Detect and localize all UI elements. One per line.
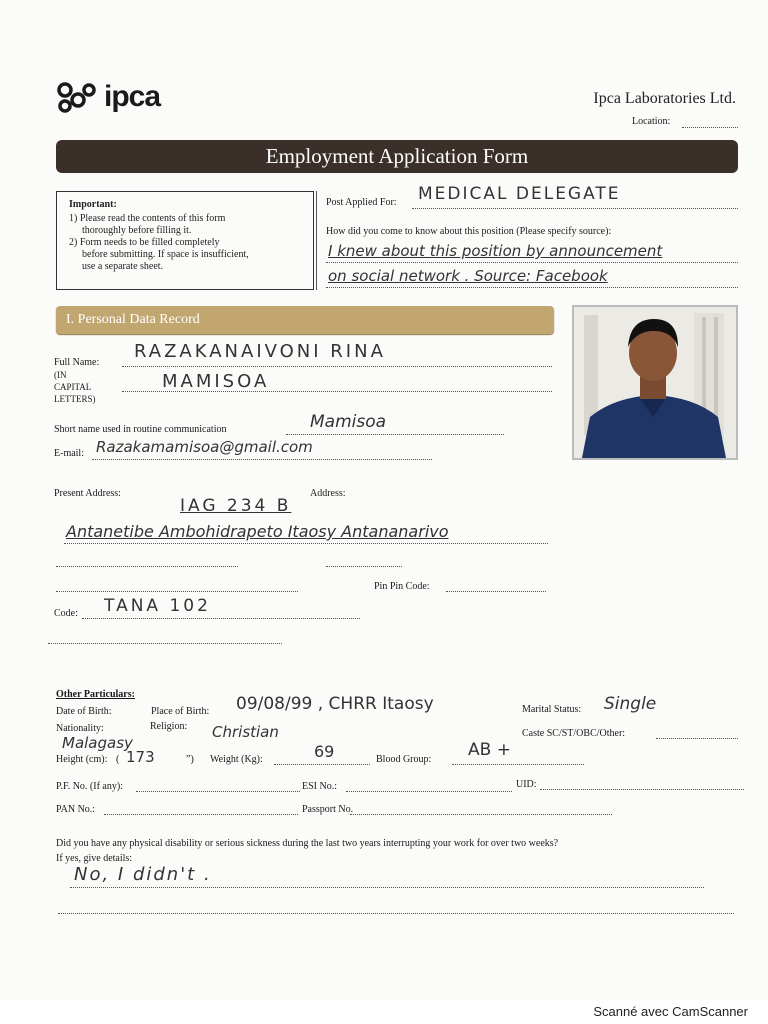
short-name-field[interactable]: [286, 434, 504, 435]
if-yes-label: If yes, give details:: [56, 853, 133, 864]
full-name-value-line1: RAZAKANAIVONI RINA: [134, 341, 386, 362]
caps-note: CAPITAL: [54, 382, 92, 392]
ipca-logo: [56, 80, 160, 114]
religion-value: Christian: [212, 723, 279, 741]
full-name-label: Full Name:: [54, 357, 100, 368]
important-notice: [56, 191, 314, 290]
uid-field[interactable]: [540, 789, 744, 790]
marital-status-label: Marital Status:: [522, 704, 582, 715]
weight-label: Weight (Kg):: [210, 754, 263, 765]
address-value-line1: IAG 234 B: [180, 496, 292, 516]
height-paren-close: ”): [186, 754, 194, 765]
pf-field[interactable]: [136, 791, 300, 792]
short-name-label: Short name used in routine communication: [54, 424, 227, 435]
location-field[interactable]: [682, 127, 738, 128]
important-line: before submitting. If space is insufficient,: [82, 249, 249, 260]
email-value: Razakamamisoa@gmail.com: [96, 438, 313, 456]
caps-note: LETTERS): [54, 394, 96, 404]
important-heading: Important:: [69, 199, 117, 210]
blood-group-label: Blood Group:: [376, 754, 432, 765]
esi-label: ESI No.:: [302, 781, 337, 792]
pan-label: PAN No.:: [56, 804, 96, 815]
disability-question: Did you have any physical disability or serious sickness during the last two years interrupting your work for over two weeks?: [56, 838, 559, 849]
source-value-line1: I knew about this position by announcement: [328, 242, 663, 260]
source-label: How did you come to know about this position (Please specify source):: [326, 226, 612, 237]
nationality-label: Nationality:: [56, 723, 104, 734]
disability-details-line2[interactable]: [58, 913, 734, 914]
important-line: 1) Please read the contents of this form: [69, 213, 226, 224]
post-applied-value: MEDICAL DELEGATE: [418, 184, 621, 204]
address-label: Address:: [310, 488, 346, 499]
address-field-line4[interactable]: [56, 591, 298, 592]
code-value: TANA 102: [104, 596, 211, 616]
important-line: 2) Form needs to be filled completely: [69, 237, 220, 248]
applicant-photo: [572, 305, 738, 460]
full-name-value-line2: MAMISOA: [162, 371, 270, 392]
pob-label: Place of Birth:: [151, 706, 210, 717]
divider: [316, 191, 317, 290]
source-field-line2[interactable]: [326, 287, 738, 288]
code-field[interactable]: [82, 618, 360, 619]
post-applied-field[interactable]: [412, 208, 738, 209]
short-name-value: Mamisoa: [310, 412, 387, 432]
passport-field[interactable]: [350, 814, 612, 815]
pin-code-label: Pin Pin Code:: [374, 581, 430, 592]
weight-field[interactable]: [274, 764, 370, 765]
full-name-field-line1[interactable]: [122, 366, 552, 367]
address-field-line2[interactable]: [56, 566, 238, 567]
caps-note: (IN: [54, 370, 67, 380]
dob-label: Date of Birth:: [56, 706, 112, 717]
disability-details-line1[interactable]: [70, 887, 704, 888]
pan-field[interactable]: [104, 814, 298, 815]
height-label: Height (cm):: [56, 754, 108, 765]
disability-answer: No, I didn't .: [74, 864, 212, 885]
esi-field[interactable]: [346, 791, 512, 792]
company-name: Ipca Laboratories Ltd.: [593, 90, 736, 107]
caste-field[interactable]: [656, 738, 738, 739]
uid-label: UID:: [516, 779, 537, 790]
pin-code-field[interactable]: [446, 591, 546, 592]
pf-label: P.F. No. (If any):: [56, 781, 123, 792]
height-value: 173: [126, 748, 155, 766]
personal-data-section-header: I. Personal Data Record: [56, 306, 554, 334]
code-label: Code:: [54, 608, 78, 619]
caste-label: Caste SC/ST/OBC/Other:: [522, 728, 626, 739]
camscanner-watermark: Scanné avec CamScanner: [593, 1004, 748, 1019]
marital-status-value: Single: [604, 694, 657, 714]
important-line: thoroughly before filling it.: [82, 225, 192, 236]
other-particulars-heading: Other Particulars:: [56, 689, 135, 700]
address-field-line3[interactable]: [326, 566, 402, 567]
form-title-banner: Employment Application Form: [56, 140, 738, 173]
location-label: Location:: [632, 116, 671, 127]
present-address-label: Present Address:: [54, 488, 121, 499]
applicant-photo-image: [574, 307, 736, 458]
email-field[interactable]: [92, 459, 432, 460]
blood-group-value: AB +: [468, 740, 511, 760]
source-field-line1[interactable]: [326, 262, 738, 263]
email-label: E-mail:: [54, 448, 84, 459]
address-field-line1[interactable]: [64, 543, 548, 544]
passport-label: Passport No.: [302, 804, 354, 815]
important-line: use a separate sheet.: [82, 261, 164, 272]
religion-label: Religion:: [150, 721, 188, 732]
ipca-logo-icon: [56, 80, 100, 114]
nationality-value: Malagasy: [62, 734, 133, 752]
post-applied-label: Post Applied For:: [326, 197, 397, 208]
blood-group-field[interactable]: [452, 764, 584, 765]
address-value-line2: Antanetibe Ambohidrapeto Itaosy Antananarivo: [66, 522, 449, 541]
logo-wordmark: ipca: [104, 80, 161, 113]
extra-address-field[interactable]: [48, 643, 282, 644]
weight-value: 69: [314, 742, 335, 761]
source-value-line2: on social network . Source: Facebook: [328, 267, 608, 285]
height-paren-open: (: [116, 754, 120, 765]
dob-pob-value: 09/08/99 , CHRR Itaosy: [236, 694, 434, 714]
